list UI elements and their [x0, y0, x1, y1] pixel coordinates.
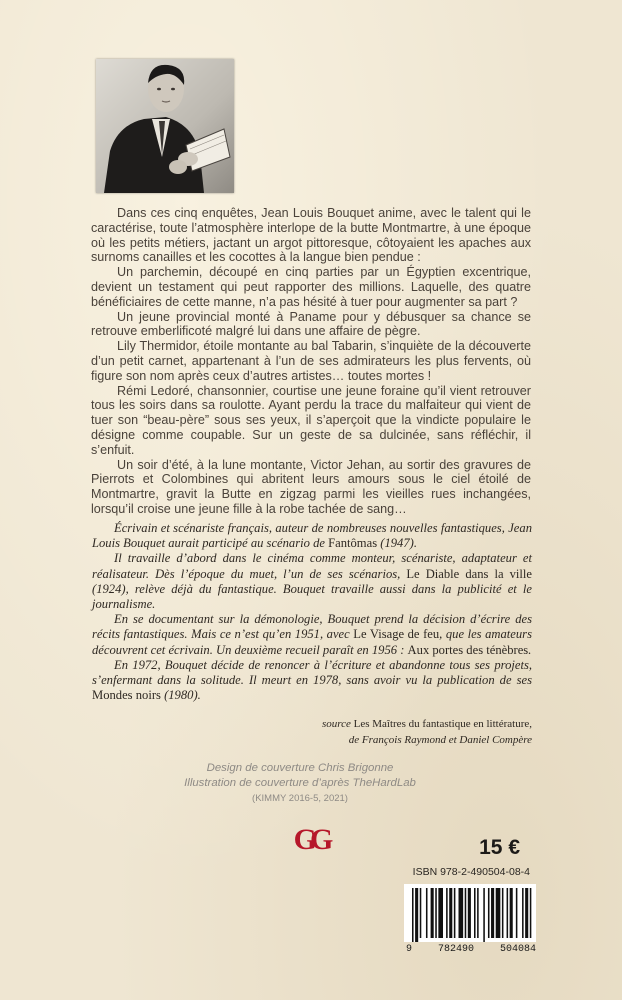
- barcode-bar: [502, 888, 504, 938]
- book-title: Aux portes des ténèbres: [407, 642, 529, 657]
- author-biography: [92, 521, 532, 703]
- barcode-bar: [477, 888, 479, 938]
- barcode-bar: [474, 888, 476, 938]
- barcode-bar: [438, 888, 443, 938]
- film-title: Le Diable dans la ville: [406, 566, 532, 581]
- barcode-bar: [507, 888, 509, 938]
- barcode-bar: [483, 888, 485, 942]
- barcode: [404, 884, 536, 942]
- synopsis-story-4: Rémi Ledoré, chansonnier, courtise une jeune foraine qu’il vient retrouver tous les soirs dans sa roulotte. Ayant perdu la trace du malfaiteur qui vient de tuer son “beau-père” sous ses yeux, il s’aperçoit que la vindicte populaire le désigne comme coupable. Sur un geste de sa dulcinée, sans réfléchir, il s’enfuit.: [91, 383, 531, 457]
- source-authors: de François Raymond et Daniel Compère: [348, 734, 532, 746]
- barcode-group-1: 782490: [437, 943, 474, 955]
- barcode-lead-digit: 9: [406, 943, 413, 955]
- barcode-bar: [496, 888, 501, 938]
- synopsis: [91, 206, 531, 517]
- barcode-bar: [488, 888, 490, 938]
- price: 15 €: [479, 836, 520, 859]
- barcode-bar: [435, 888, 437, 938]
- barcode-bar: [426, 888, 428, 938]
- barcode-bar: [465, 888, 467, 938]
- barcode-bar: [415, 888, 418, 942]
- barcode-bar: [522, 888, 524, 938]
- design-credit: Design de couverture Chris Brigonne: [206, 762, 394, 774]
- barcode-bar: [516, 888, 518, 938]
- barcode-digits: [406, 942, 536, 956]
- barcode-bar: [510, 888, 513, 938]
- synopsis-story-1: Un parchemin, découpé en cinq parties par un Égyptien excentrique, devient un testament qui peut rapporter des millions. Laquelle, des quatre bénéficiaires de cette manne, n’a pas hésité à tuer pour augmenter sa part ?: [91, 265, 531, 309]
- author-photo: [96, 59, 234, 193]
- barcode-bar: [431, 888, 434, 938]
- bio-paragraph-2: Il travaille d’abord dans le cinéma comme monteur, scénariste, adaptateur et réalisateur. Dès l’époque du muet, l’un de ses scénarios, Le Diable dans la ville (1924), relève déjà du fantastique. Bouquet travaille aussi dans la publicité et le journalisme.: [92, 551, 532, 612]
- barcode-bar: [412, 888, 414, 942]
- barcode-bars: [404, 884, 536, 942]
- book-title: Le Visage de feu: [353, 627, 440, 642]
- publisher-logo: GG: [293, 823, 327, 856]
- barcode-bar: [530, 888, 532, 938]
- barcode-bar: [454, 888, 456, 938]
- barcode-bar: [525, 888, 528, 938]
- barcode-group-2: 504084: [499, 943, 536, 955]
- synopsis-intro: Dans ces cinq enquêtes, Jean Louis Bouquet anime, avec le talent qui le caractérise, toute l’atmosphère interlope de la butte Montmartre, à une époque où les petits métiers, jactant un argot pittoresque, côtoyaient les apaches aux surnoms canailles et les cocottes à la langue bien pendue :: [91, 206, 531, 265]
- synopsis-story-2: Un jeune provincial monté à Paname pour y débusquer sa chance se retrouve emberlificoté malgré lui dans une affaire de pègre.: [91, 309, 531, 339]
- isbn: ISBN 978-2-490504-08-4: [412, 866, 530, 878]
- barcode-bar: [491, 888, 494, 938]
- synopsis-story-5: Un soir d’été, à la lune montante, Victor Jehan, au sortir des gravures de Pierrots et Colombines qui abritent leurs amours sous le ciel étoilé de Montmartre, gravit la Butte en zigzag parmi les vieilles rues inchangées, lorsqu’il croise une jeune fille à la robe tachée de sang…: [91, 457, 531, 516]
- book-title: Mondes noirs: [92, 688, 161, 703]
- source-label: source: [321, 718, 351, 730]
- cover-credits: [150, 761, 450, 806]
- film-title: Fantômas: [328, 536, 378, 551]
- bio-source: [92, 716, 532, 748]
- bio-paragraph-3: En se documentant sur la démonologie, Bouquet prend la décision d’écrire des récits fantastiques. Mais ce n’est qu’en 1951, avec Le Visage de feu, que les amateurs découvrent cet écrivain. Un deuxième recueil paraît en 1956 : Aux portes des ténèbres.: [92, 612, 532, 657]
- barcode-bar: [420, 888, 422, 938]
- bio-paragraph-4: En 1972, Bouquet décide de renoncer à l’écriture et abandonne tous ses projets, s’enfermant dans la solitude. Il meurt en 1978, sans avoir vu la publication de ses Mondes noirs (1980).: [92, 657, 532, 703]
- barcode-bar: [446, 888, 448, 938]
- source-title: Les Maîtres du fantastique en littérature,: [350, 718, 532, 730]
- illustration-credit: Illustration de couverture d’après TheHardLab: [184, 777, 416, 789]
- barcode-bar: [449, 888, 452, 938]
- synopsis-story-3: Lily Thermidor, étoile montante au bal Tabarin, s’inquiète de la découverte d’un petit carnet, appartenant à l’un de ses admirateurs les plus fervents, où figure son nom après ceux d’autres artistes… toutes mortes !: [91, 339, 531, 383]
- edition-code: (KIMMY 2016-5, 2021): [252, 793, 348, 804]
- bio-paragraph-1: Écrivain et scénariste français, auteur de nombreuses nouvelles fantastiques, Jean Louis Bouquet aurait participé au scénario de Fantômas (1947).: [92, 521, 532, 551]
- barcode-bar: [459, 888, 464, 938]
- barcode-bar: [468, 888, 471, 938]
